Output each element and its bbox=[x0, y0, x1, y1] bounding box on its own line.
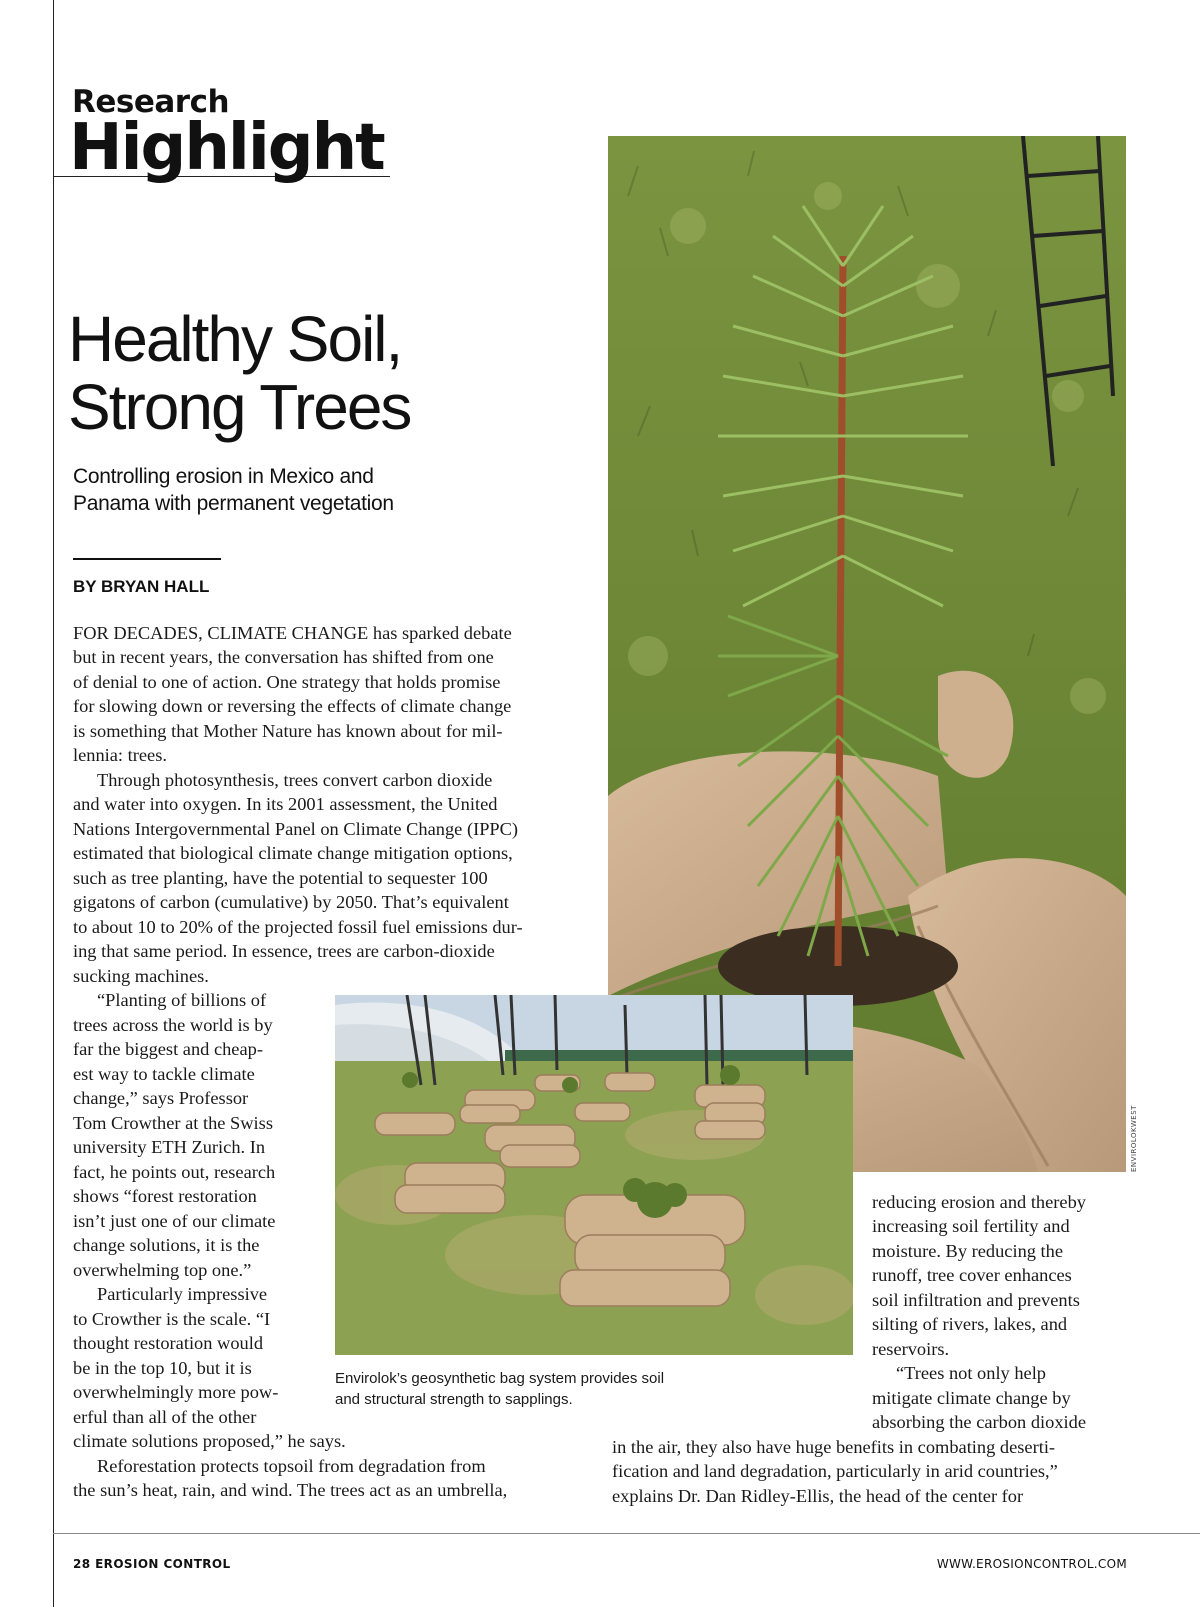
body-line: ing that same period. In essence, trees are carbon-dioxide bbox=[73, 941, 495, 961]
body-line: shows “forest restoration bbox=[73, 1186, 257, 1206]
body-line: to about 10 to 20% of the projected fossil fuel emissions dur- bbox=[73, 917, 523, 937]
body-line: Particularly impressive bbox=[97, 1284, 268, 1304]
page-left-rule bbox=[53, 0, 54, 1607]
article-headline bbox=[68, 305, 410, 441]
caption-line-2: and structural strength to sapplings. bbox=[335, 1391, 573, 1408]
body-line: is something that Mother Nature has known about for mil- bbox=[73, 721, 503, 741]
article-deck bbox=[73, 463, 394, 517]
body-line: Tom Crowther at the Swiss bbox=[73, 1113, 273, 1133]
body-line: climate solutions proposed,” he says. bbox=[73, 1431, 346, 1451]
body-line: thought restoration would bbox=[73, 1333, 264, 1353]
body-line: far the biggest and cheap- bbox=[73, 1039, 263, 1059]
body-line: soil infiltration and prevents bbox=[872, 1290, 1080, 1310]
body-line: reservoirs. bbox=[872, 1339, 950, 1359]
body-line: FOR DECADES, CLIMATE CHANGE has sparked debate bbox=[73, 623, 512, 643]
body-line: Reforestation protects topsoil from degradation from bbox=[97, 1456, 486, 1476]
body-line: for slowing down or reversing the effects of climate change bbox=[73, 696, 512, 716]
footer-page-label: 28 EROSION CONTROL bbox=[73, 1557, 231, 1571]
body-line: change,” says Professor bbox=[73, 1088, 249, 1108]
body-line: absorbing the carbon dioxide bbox=[872, 1412, 1086, 1432]
section-title: Highlight bbox=[69, 111, 384, 185]
body-line: est way to tackle climate bbox=[73, 1064, 255, 1084]
body-line: such as tree planting, have the potential to sequester 100 bbox=[73, 868, 488, 888]
footer-rule bbox=[53, 1533, 1200, 1534]
body-line: estimated that biological climate change mitigation options, bbox=[73, 843, 513, 863]
body-line: sucking machines. bbox=[73, 966, 209, 986]
byline-rule bbox=[73, 558, 221, 560]
body-line: be in the top 10, but it is bbox=[73, 1358, 252, 1378]
bag-field-illustration bbox=[335, 995, 853, 1355]
body-line: of denial to one of action. One strategy that holds promise bbox=[73, 672, 501, 692]
photo-credit: ENVIROLOKWEST bbox=[1130, 1105, 1138, 1172]
body-line: “Trees not only help bbox=[896, 1363, 1047, 1383]
body-line: “Planting of billions of bbox=[97, 990, 267, 1010]
byline: BY BRYAN HALL bbox=[73, 577, 210, 596]
deck-line-2: Panama with permanent vegetation bbox=[73, 492, 394, 515]
headline-line-2: Strong Trees bbox=[68, 371, 411, 443]
body-line: reducing erosion and thereby bbox=[872, 1192, 1086, 1212]
body-line: trees across the world is by bbox=[73, 1015, 273, 1035]
body-line: in the air, they also have huge benefits in combating deserti- bbox=[612, 1437, 1056, 1457]
body-line: change solutions, it is the bbox=[73, 1235, 260, 1255]
caption-line-1: Envirolok’s geosynthetic bag system provides soil bbox=[335, 1370, 665, 1387]
deck-line-1: Controlling erosion in Mexico and bbox=[73, 465, 374, 488]
body-line: Nations Intergovernmental Panel on Climate Change (IPPC) bbox=[73, 819, 519, 839]
body-line: university ETH Zurich. In bbox=[73, 1137, 266, 1157]
body-line: moisture. By reducing the bbox=[872, 1241, 1064, 1261]
body-line: erful than all of the other bbox=[73, 1407, 257, 1427]
body-line: overwhelmingly more pow- bbox=[73, 1382, 279, 1402]
footer-website: WWW.EROSIONCONTROL.COM bbox=[936, 1557, 1127, 1571]
body-line: and water into oxygen. In its 2001 assessment, the United bbox=[73, 794, 498, 814]
photo-caption bbox=[335, 1368, 855, 1410]
body-line: isn’t just one of our climate bbox=[73, 1211, 276, 1231]
section-kicker: Research bbox=[72, 84, 230, 120]
photo-bag-field bbox=[335, 995, 853, 1355]
body-line: overwhelming top one.” bbox=[73, 1260, 252, 1280]
body-line: to Crowther is the scale. “I bbox=[73, 1309, 271, 1329]
body-line: gigatons of carbon (cumulative) by 2050. That’s equivalent bbox=[73, 892, 509, 912]
headline-line-1: Healthy Soil, bbox=[68, 303, 402, 375]
body-line: increasing soil fertility and bbox=[872, 1216, 1070, 1236]
body-line: explains Dr. Dan Ridley-Ellis, the head of the center for bbox=[612, 1486, 1024, 1506]
body-line: silting of rivers, lakes, and bbox=[872, 1314, 1068, 1334]
body-line: fact, he points out, research bbox=[73, 1162, 276, 1182]
body-line: but in recent years, the conversation has shifted from one bbox=[73, 647, 494, 667]
body-line: Through photosynthesis, trees convert carbon dioxide bbox=[97, 770, 493, 790]
body-line: mitigate climate change by bbox=[872, 1388, 1071, 1408]
body-line: fication and land degradation, particularly in arid countries,” bbox=[612, 1461, 1058, 1481]
body-line: lennia: trees. bbox=[73, 745, 167, 765]
body-line: the sun’s heat, rain, and wind. The trees act as an umbrella, bbox=[73, 1480, 508, 1500]
body-line: runoff, tree cover enhances bbox=[872, 1265, 1072, 1285]
